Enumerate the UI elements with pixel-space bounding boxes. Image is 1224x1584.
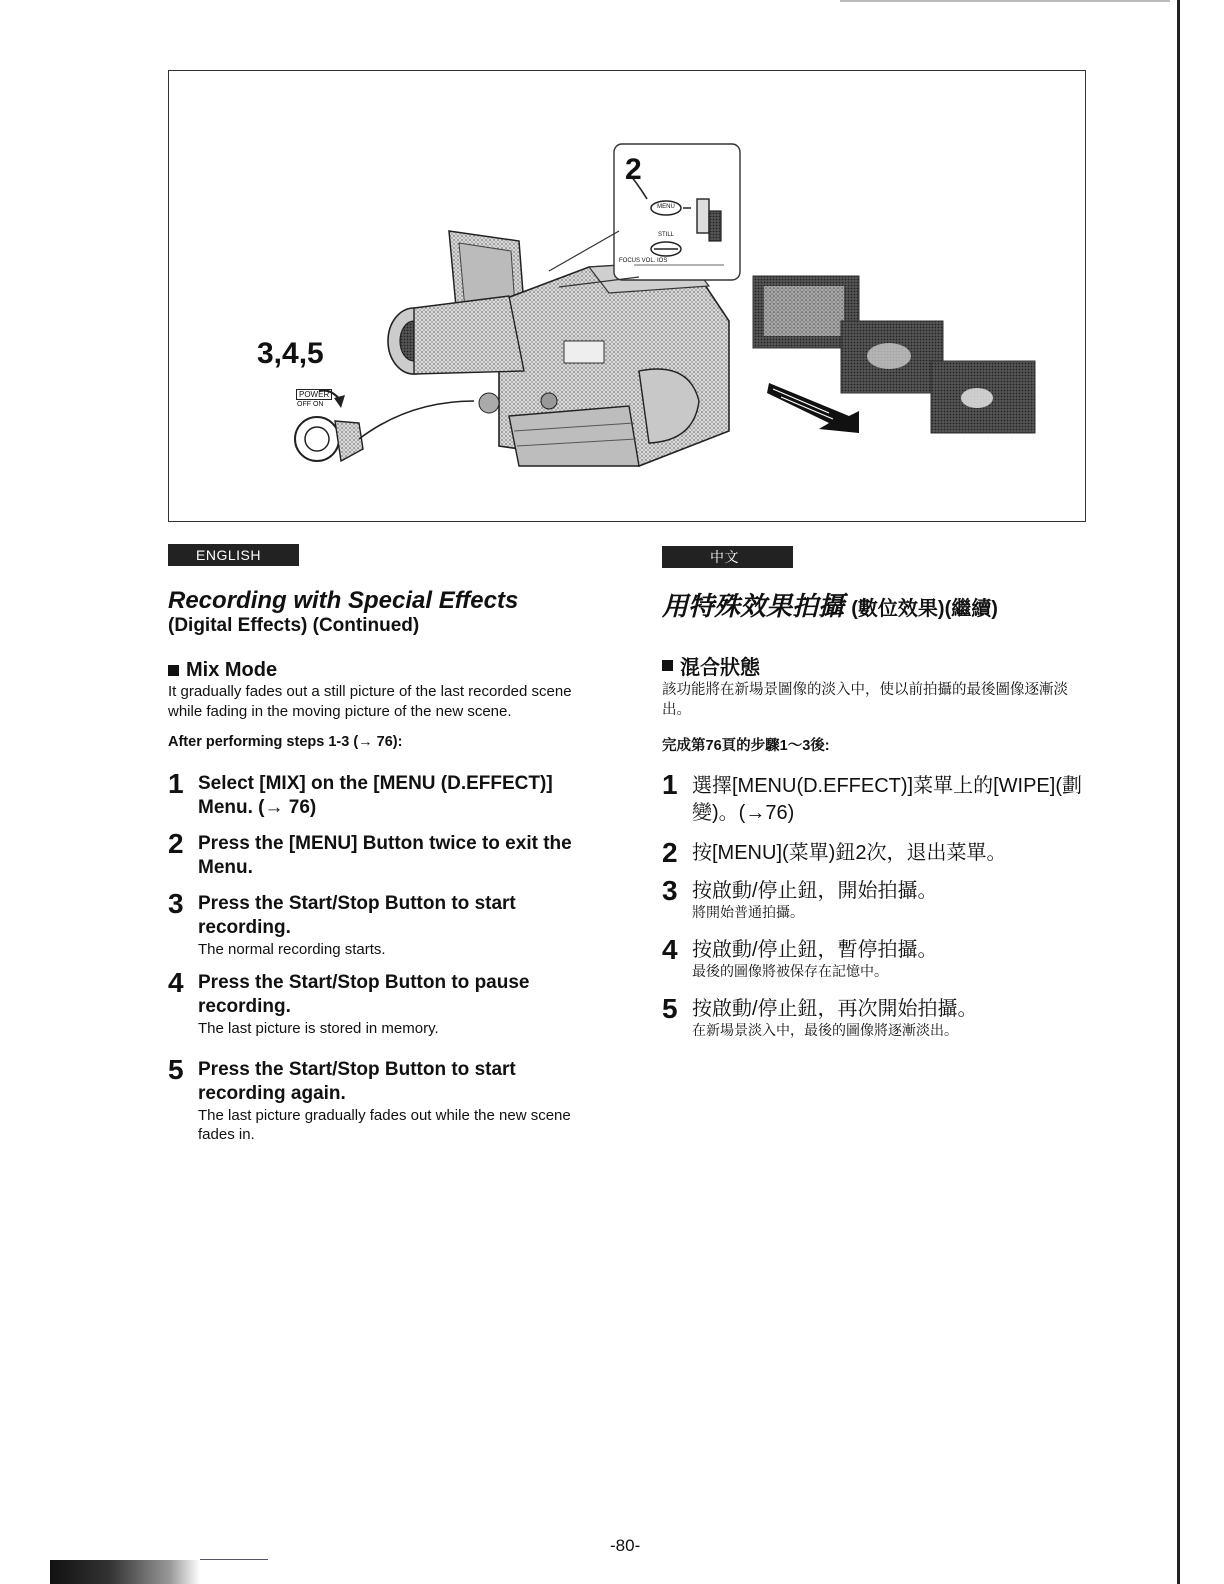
still-button-label: STILL [657,232,674,238]
step-number: 3 [168,888,184,919]
chinese-after-steps: 完成第76頁的步驟1～3後: [662,738,830,754]
step-note: The last picture gradually fades out while the new scene fades in. [198,1107,571,1143]
chinese-description: 該功能將在新場景圖像的淡入中，使以前拍攝的最後圖像逐漸淡出。 [662,682,1068,718]
step-instruction: 按啟動/停止鈕，暫停拍攝。 [692,939,938,961]
callout-steps-3-4-5: 3,4,5 [257,337,324,370]
step-number: 5 [168,1054,184,1085]
chinese-step [662,769,1102,827]
chinese-language-tag: 中文 [662,546,793,568]
page-number: -80- [610,1536,641,1555]
chinese-title-suffix: (數位效果)(繼續) [851,598,998,620]
step-instruction: Press the [MENU] Button twice to exit the Menu. [198,833,572,878]
step-number: 5 [662,993,678,1024]
top-border-line [840,0,1170,2]
bullet-square-icon [168,665,179,676]
instruction-figure [168,70,1086,522]
right-margin-rule [1177,0,1180,1584]
step-instruction: Select [MIX] on the [MENU (D.EFFECT)] Menu. (→ 76) [198,773,553,818]
step-instruction: Press the Start/Stop Button to start recording. [198,893,516,938]
power-states-label: OFF ON [297,401,324,408]
english-step [168,967,608,1038]
step-number: 4 [662,934,678,965]
english-section-heading [168,659,608,682]
step-note: 在新場景淡入中，最後的圖像將逐漸淡出。 [692,1022,958,1038]
chinese-step [662,934,1102,981]
chinese-step [662,993,1102,1040]
english-description: It gradually fades out a still picture of the last recorded scene while fading in the moving picture of the new scene. [168,683,572,720]
chinese-title [662,586,1102,623]
english-step [168,1054,608,1144]
camcorder-illustration [169,71,1086,522]
english-title: Recording with Special Effects [168,587,519,614]
power-label: POWER [296,389,332,400]
effect-frames-illustration [753,276,1035,433]
focus-label: FOCUS VOL. IOS [619,258,668,264]
english-step [168,888,608,959]
scan-line [200,1559,268,1560]
chinese-title-main: 用特殊效果拍攝 [662,591,845,621]
step-number: 4 [168,967,184,998]
callout-step-2: 2 [625,153,642,186]
step-number: 1 [168,768,184,799]
scan-artifact [50,1560,200,1584]
chinese-step [662,875,1102,922]
chinese-section-heading [662,651,1102,680]
english-subtitle: (Digital Effects) (Continued) [168,615,420,636]
step-note: 最後的圖像將被保存在記憶中。 [692,963,888,979]
step-instruction: Press the Start/Stop Button to pause recording. [198,972,530,1017]
step-note: The last picture is stored in memory. [198,1020,439,1037]
english-section-label: Mix Mode [186,659,278,681]
step-number: 1 [662,769,678,800]
chinese-step [662,837,1102,868]
chinese-section-label: 混合狀態 [680,657,760,679]
step-number: 2 [662,837,678,868]
step-instruction: Press the Start/Stop Button to start recording again. [198,1059,516,1104]
step-instruction: 按啟動/停止鈕，再次開始拍攝。 [692,998,978,1020]
english-step [168,768,608,820]
english-step [168,828,608,880]
step-instruction: 按啟動/停止鈕，開始拍攝。 [692,880,938,902]
bullet-square-icon [662,660,673,671]
english-column [168,587,608,1144]
chinese-column [662,586,1102,1040]
step-note: The normal recording starts. [198,941,386,958]
english-language-tag: ENGLISH [168,544,299,566]
menu-button-label: MENU [657,204,675,210]
step-number: 3 [662,875,678,906]
step-instruction: 按[MENU](菜單)鈕2次，退出菜單。 [692,842,1007,864]
english-after-steps: After performing steps 1-3 (→ 76): [168,734,403,750]
step-note: 將開始普通拍攝。 [692,904,804,920]
step-instruction: 選擇[MENU(D.EFFECT)]菜單上的[WIPE](劃變)。(→76) [692,775,1082,824]
step-number: 2 [168,828,184,859]
